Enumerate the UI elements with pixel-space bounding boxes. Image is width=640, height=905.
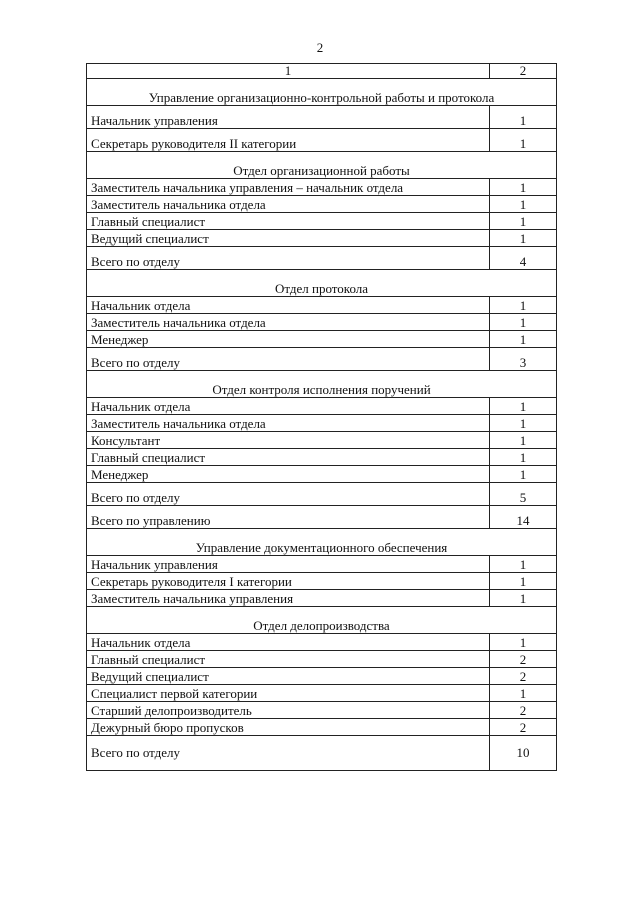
table-row xyxy=(87,449,557,466)
count-cell: 1 xyxy=(490,213,557,230)
table-row xyxy=(87,702,557,719)
section-title-row xyxy=(87,79,557,106)
section-title-row xyxy=(87,607,557,634)
table-row xyxy=(87,348,557,371)
table-row xyxy=(87,634,557,651)
table-row xyxy=(87,573,557,590)
position-cell: Главный специалист xyxy=(87,449,490,466)
count-cell: 1 xyxy=(490,196,557,213)
table-row xyxy=(87,556,557,573)
position-cell: Старший делопроизводитель xyxy=(87,702,490,719)
position-cell: Консультант xyxy=(87,432,490,449)
position-cell: Всего по отделу xyxy=(87,736,490,771)
staffing-table-body xyxy=(87,64,557,771)
position-cell: Заместитель начальника управления – начальник отдела xyxy=(87,179,490,196)
count-cell: 2 xyxy=(490,668,557,685)
count-cell: 1 xyxy=(490,297,557,314)
section-title-row xyxy=(87,152,557,179)
table-row xyxy=(87,466,557,483)
position-cell: Дежурный бюро пропусков xyxy=(87,719,490,736)
table-row xyxy=(87,106,557,129)
position-cell: Начальник управления xyxy=(87,556,490,573)
count-cell: 10 xyxy=(490,736,557,771)
count-cell: 5 xyxy=(490,483,557,506)
position-cell: Заместитель начальника отдела xyxy=(87,196,490,213)
position-cell: Ведущий специалист xyxy=(87,230,490,247)
section-title: Отдел делопроизводства xyxy=(87,607,557,634)
count-cell: 2 xyxy=(490,651,557,668)
count-cell: 1 xyxy=(490,590,557,607)
position-cell: Всего по отделу xyxy=(87,247,490,270)
table-row xyxy=(87,398,557,415)
table-row xyxy=(87,719,557,736)
table-row xyxy=(87,297,557,314)
table-row xyxy=(87,736,557,771)
position-cell: Специалист первой категории xyxy=(87,685,490,702)
count-cell: 1 xyxy=(490,179,557,196)
position-cell: Ведущий специалист xyxy=(87,668,490,685)
count-cell: 1 xyxy=(490,432,557,449)
table-row xyxy=(87,230,557,247)
table-row xyxy=(87,483,557,506)
table-header-row xyxy=(87,64,557,79)
position-cell: Всего по управлению xyxy=(87,506,490,529)
position-cell: Секретарь руководителя II категории xyxy=(87,129,490,152)
count-cell: 1 xyxy=(490,106,557,129)
position-cell: Начальник управления xyxy=(87,106,490,129)
header-col-1: 1 xyxy=(87,64,490,79)
position-cell: Начальник отдела xyxy=(87,398,490,415)
count-cell: 1 xyxy=(490,634,557,651)
table-row xyxy=(87,432,557,449)
section-title: Отдел организационной работы xyxy=(87,152,557,179)
count-cell: 1 xyxy=(490,685,557,702)
section-title: Управление документационного обеспечения xyxy=(87,529,557,556)
section-title-row xyxy=(87,270,557,297)
table-row xyxy=(87,590,557,607)
position-cell: Главный специалист xyxy=(87,651,490,668)
count-cell: 1 xyxy=(490,449,557,466)
table-row xyxy=(87,415,557,432)
section-title: Управление организационно-контрольной работы и протокола xyxy=(87,79,557,106)
position-cell: Менеджер xyxy=(87,466,490,483)
position-cell: Всего по отделу xyxy=(87,348,490,371)
section-title: Отдел контроля исполнения поручений xyxy=(87,371,557,398)
table-row xyxy=(87,179,557,196)
count-cell: 1 xyxy=(490,331,557,348)
count-cell: 14 xyxy=(490,506,557,529)
count-cell: 4 xyxy=(490,247,557,270)
table-row xyxy=(87,213,557,230)
position-cell: Заместитель начальника управления xyxy=(87,590,490,607)
table-row xyxy=(87,314,557,331)
count-cell: 2 xyxy=(490,719,557,736)
count-cell: 2 xyxy=(490,702,557,719)
count-cell: 1 xyxy=(490,230,557,247)
table-row xyxy=(87,651,557,668)
count-cell: 1 xyxy=(490,314,557,331)
table-row xyxy=(87,247,557,270)
count-cell: 3 xyxy=(490,348,557,371)
position-cell: Главный специалист xyxy=(87,213,490,230)
position-cell: Секретарь руководителя I категории xyxy=(87,573,490,590)
table-row xyxy=(87,196,557,213)
position-cell: Заместитель начальника отдела xyxy=(87,314,490,331)
section-title-row xyxy=(87,529,557,556)
count-cell: 1 xyxy=(490,466,557,483)
position-cell: Начальник отдела xyxy=(87,634,490,651)
section-title: Отдел протокола xyxy=(87,270,557,297)
count-cell: 1 xyxy=(490,398,557,415)
position-cell: Менеджер xyxy=(87,331,490,348)
position-cell: Начальник отдела xyxy=(87,297,490,314)
count-cell: 1 xyxy=(490,415,557,432)
table-row xyxy=(87,685,557,702)
count-cell: 1 xyxy=(490,573,557,590)
count-cell: 1 xyxy=(490,556,557,573)
table-row xyxy=(87,506,557,529)
count-cell: 1 xyxy=(490,129,557,152)
page-number: 2 xyxy=(316,40,324,55)
table-row xyxy=(87,129,557,152)
table-row xyxy=(87,668,557,685)
position-cell: Всего по отделу xyxy=(87,483,490,506)
header-col-2: 2 xyxy=(490,64,557,79)
staffing-table xyxy=(86,63,557,771)
section-title-row xyxy=(87,371,557,398)
table-row xyxy=(87,331,557,348)
position-cell: Заместитель начальника отдела xyxy=(87,415,490,432)
